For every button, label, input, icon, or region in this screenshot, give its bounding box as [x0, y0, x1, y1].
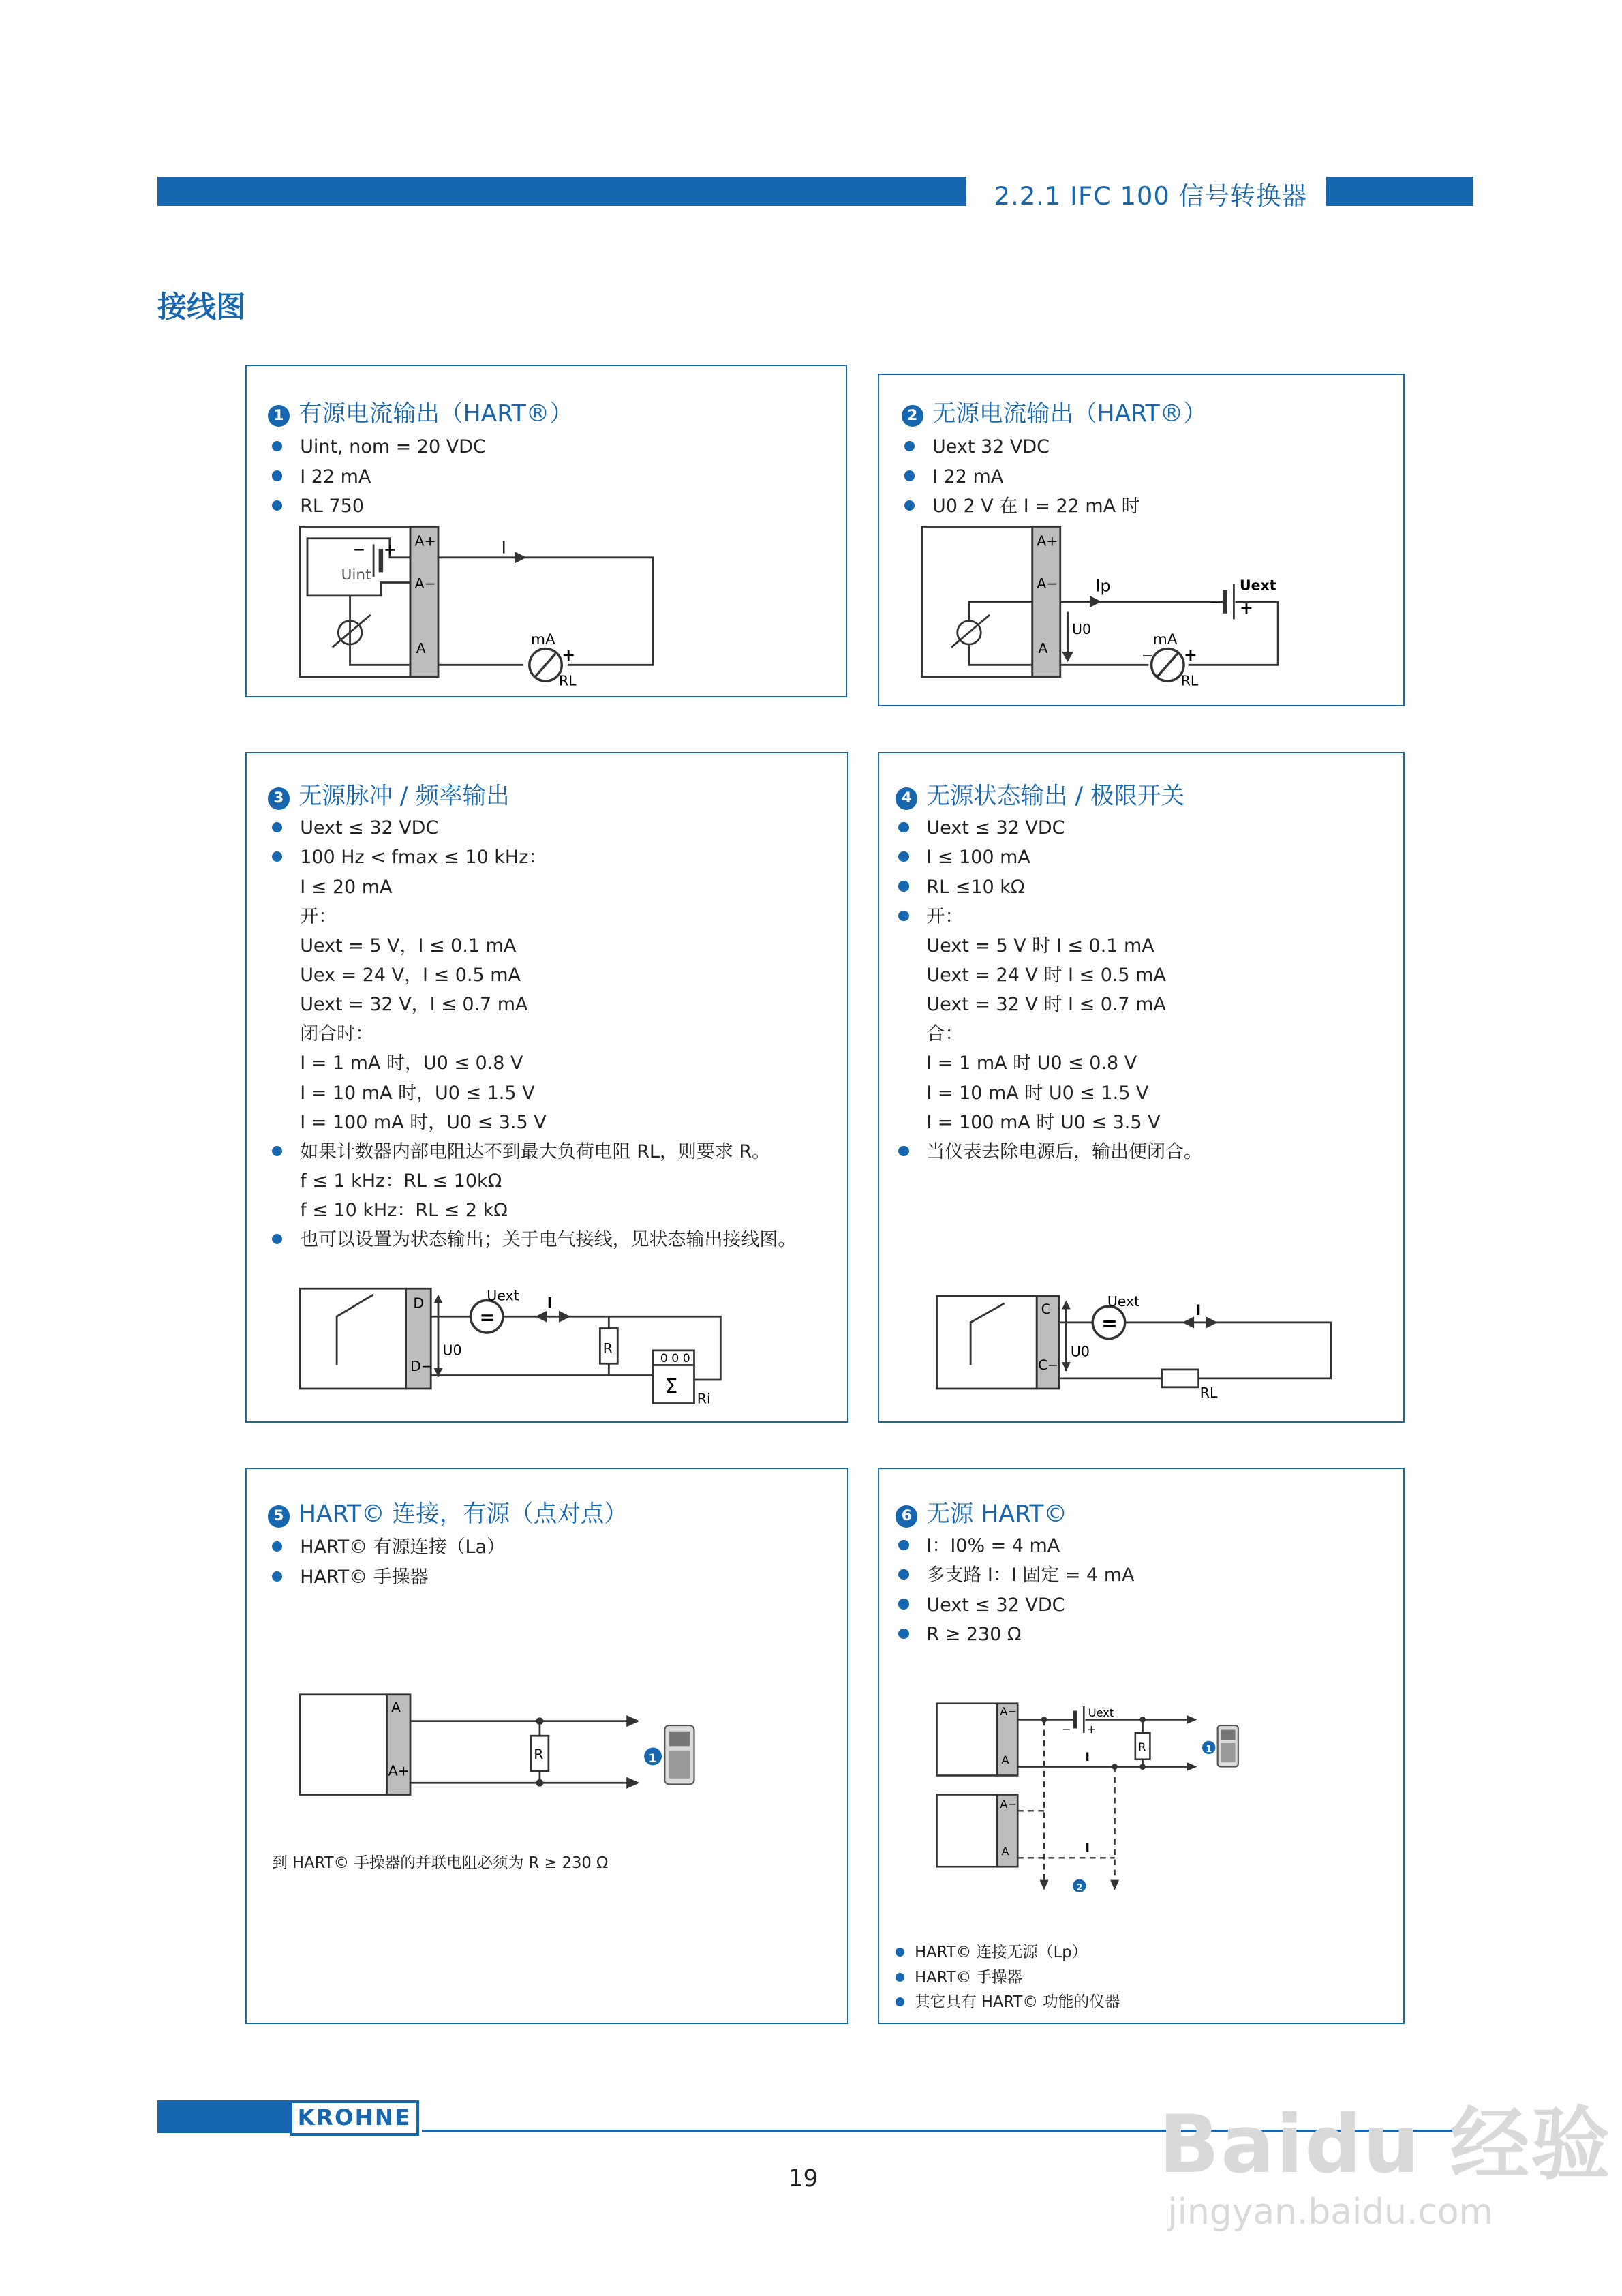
resistor-label: R — [534, 1746, 544, 1763]
source-symbol: = — [1101, 1312, 1118, 1335]
polarity-plus: + — [1086, 1722, 1097, 1736]
spec-item: HART© 有源连接（La） — [268, 1532, 505, 1562]
resistor-label: R — [602, 1340, 613, 1357]
spec-item: Uext = 32 V 时 I ≤ 0.7 mA — [926, 994, 1166, 1016]
terminal-label: A+ — [1037, 532, 1058, 549]
meter-label: mA — [1152, 631, 1178, 649]
counter-res-label: Ri — [697, 1390, 711, 1407]
spec-item: Uext ≤ 32 VDC — [894, 813, 1202, 843]
spec-item: 如果计数器内部电阻达不到最大负荷电阻 RL，则要求 R。 — [268, 1137, 797, 1166]
spec-item: Uext 32 VDC — [900, 432, 1140, 462]
marker-2: 2 — [1076, 1882, 1083, 1893]
legend-item: 其它具有 HART© 功能的仪器 — [896, 1990, 1120, 2015]
marker-1: 1 — [1206, 1744, 1212, 1755]
polarity-minus: − — [1208, 594, 1221, 612]
spec-item: I = 10 mA 时，U0 ≤ 1.5 V — [300, 1082, 535, 1104]
polarity-plus: + — [384, 541, 397, 559]
marker-1: 1 — [648, 1752, 657, 1766]
spec-item: 开： — [894, 902, 1202, 931]
panel-5-note: 到 HART© 手操器的并联电阻必须为 R ≥ 230 Ω — [272, 1854, 609, 1872]
spec-item: 也可以设置为状态输出；关于电气接线，见状态输出接线图。 — [268, 1225, 797, 1254]
meter-plus: + — [1184, 645, 1197, 665]
source-symbol: = — [479, 1306, 495, 1329]
hart-communicator-icon — [1218, 1725, 1238, 1766]
krohne-logo: KROHNE — [290, 2100, 419, 2136]
voltage-label: U0 — [1070, 1343, 1090, 1360]
current-label: Ip — [1095, 576, 1111, 596]
polarity-plus: + — [1240, 598, 1253, 618]
spec-item: Uint, nom = 20 VDC — [268, 432, 486, 462]
spec-item: R ≥ 230 Ω — [894, 1620, 1135, 1649]
terminal-label: A — [391, 1699, 401, 1716]
supply-label: Uext — [1107, 1293, 1140, 1310]
supply-label: Uext — [1088, 1706, 1114, 1720]
supply-label: Uext — [487, 1287, 519, 1304]
legend-item: HART© 连接无源（Lp） — [896, 1940, 1120, 1965]
page-number: 19 — [788, 2165, 818, 2193]
spec-item: f ≤ 1 kHz：RL ≤ 10kΩ — [300, 1170, 502, 1192]
counter-icon: Σ — [664, 1374, 678, 1399]
current-label: I — [1085, 1841, 1090, 1856]
meter-plus: + — [562, 645, 576, 665]
terminal-label: A− — [1000, 1704, 1017, 1718]
spec-item: RL ≤10 kΩ — [894, 873, 1202, 902]
terminal-label: A — [1001, 1753, 1009, 1767]
panel-2-title-text: 无源电流输出（HART®） — [932, 400, 1207, 428]
resistor-label: R — [1138, 1740, 1146, 1753]
spec-item: Uext = 5 V，I ≤ 0.1 mA — [300, 935, 517, 956]
panel-1-number: 1 — [268, 405, 290, 427]
terminal-label: D− — [410, 1358, 433, 1375]
current-label: I — [1085, 1750, 1090, 1764]
spec-item: I = 10 mA 时 U0 ≤ 1.5 V — [926, 1082, 1149, 1104]
supply-label: Uext — [1240, 577, 1276, 594]
spec-item: 开： — [300, 905, 337, 927]
spec-item: I = 100 mA 时 U0 ≤ 3.5 V — [926, 1111, 1161, 1133]
panel-5-title-text: HART© 连接，有源（点对点） — [299, 1500, 628, 1528]
terminal-label: A− — [1037, 575, 1058, 592]
spec-item: I ≤ 100 mA — [894, 843, 1202, 872]
spec-item: Uext = 32 V，I ≤ 0.7 mA — [300, 994, 528, 1016]
watermark-url: jingyan.baidu.com — [1167, 2192, 1493, 2233]
counter-display: 0 0 0 — [660, 1352, 690, 1366]
spec-item: Uext ≤ 32 VDC — [268, 813, 797, 843]
terminal-label: A+ — [388, 1762, 410, 1779]
legend-item: HART© 手操器 — [896, 1965, 1120, 1991]
panel-2-number: 2 — [902, 405, 923, 427]
panel-3-title-text: 无源脉冲 / 频率输出 — [299, 783, 510, 811]
spec-item: 多支路 I：I 固定 = 4 mA — [894, 1560, 1135, 1590]
spec-item: I 22 mA — [268, 462, 486, 492]
current-label: I — [1195, 1302, 1202, 1320]
polarity-minus: − — [352, 541, 365, 559]
terminal-label: A+ — [414, 532, 436, 549]
page-title: 接线图 — [157, 290, 246, 325]
spec-item: I ≤ 20 mA — [300, 876, 393, 898]
spec-item: I = 1 mA 时 U0 ≤ 0.8 V — [926, 1053, 1137, 1074]
load-label: RL — [1180, 672, 1199, 689]
voltage-label: U0 — [1072, 621, 1092, 638]
terminal-label: C — [1041, 1301, 1051, 1317]
watermark-logo: Baidu 经验 — [1159, 2099, 1612, 2192]
spec-item: I = 1 mA 时，U0 ≤ 0.8 V — [300, 1053, 523, 1074]
spec-item: 当仪表去除电源后，输出便闭合。 — [894, 1137, 1202, 1166]
spec-item: RL 750 — [268, 492, 486, 521]
spec-item: I：I0% = 4 mA — [894, 1531, 1135, 1560]
spec-item: Uext = 5 V 时 I ≤ 0.1 mA — [926, 935, 1154, 956]
panel-1-title-text: 有源电流输出（HART®） — [299, 400, 573, 428]
current-label: I — [547, 1295, 553, 1312]
spec-item: 100 Hz < fmax ≤ 10 kHz： — [268, 843, 797, 872]
spec-item: I = 100 mA 时，U0 ≤ 3.5 V — [300, 1111, 547, 1133]
polarity-minus: − — [1061, 1722, 1071, 1736]
spec-item: f ≤ 10 kHz：RL ≤ 2 kΩ — [300, 1200, 508, 1222]
panel-6-title-text: 无源 HART© — [926, 1500, 1068, 1528]
section-header: 2.2.1 IFC 100 信号转换器 — [994, 181, 1308, 211]
terminal-label: A — [416, 640, 426, 657]
spec-item: 合： — [926, 1023, 964, 1045]
spec-item: Uext = 24 V 时 I ≤ 0.5 mA — [926, 964, 1166, 986]
load-label: RL — [1199, 1384, 1218, 1401]
terminal-label: C− — [1038, 1357, 1059, 1373]
terminal-label: A — [1038, 640, 1048, 657]
terminal-label: A− — [1000, 1797, 1017, 1811]
spec-item: U0 2 V 在 I = 22 mA 时 — [900, 492, 1140, 521]
spec-item: 闭合时： — [300, 1023, 374, 1045]
panel-5-number: 5 — [268, 1505, 290, 1527]
panel-6-number: 6 — [896, 1505, 917, 1527]
load-label: RL — [558, 672, 577, 689]
spec-item: Uext ≤ 32 VDC — [894, 1590, 1135, 1620]
voltage-label: U0 — [442, 1342, 462, 1359]
supply-label: Uint — [341, 567, 371, 584]
spec-item: HART© 手操器 — [268, 1562, 505, 1592]
panel-3-number: 3 — [268, 787, 290, 809]
current-label: I — [501, 538, 506, 558]
meter-label: mA — [530, 631, 555, 649]
terminal-label: D — [413, 1295, 425, 1312]
panel-4-title-text: 无源状态输出 / 极限开关 — [926, 783, 1185, 811]
terminal-label: A− — [414, 575, 436, 592]
spec-item: Uex = 24 V，I ≤ 0.5 mA — [300, 964, 521, 986]
spec-item: I 22 mA — [900, 462, 1140, 492]
terminal-label: A — [1001, 1844, 1009, 1858]
footer-band — [157, 2100, 290, 2132]
panel-4-number: 4 — [896, 787, 917, 809]
meter-minus: − — [1141, 647, 1154, 665]
